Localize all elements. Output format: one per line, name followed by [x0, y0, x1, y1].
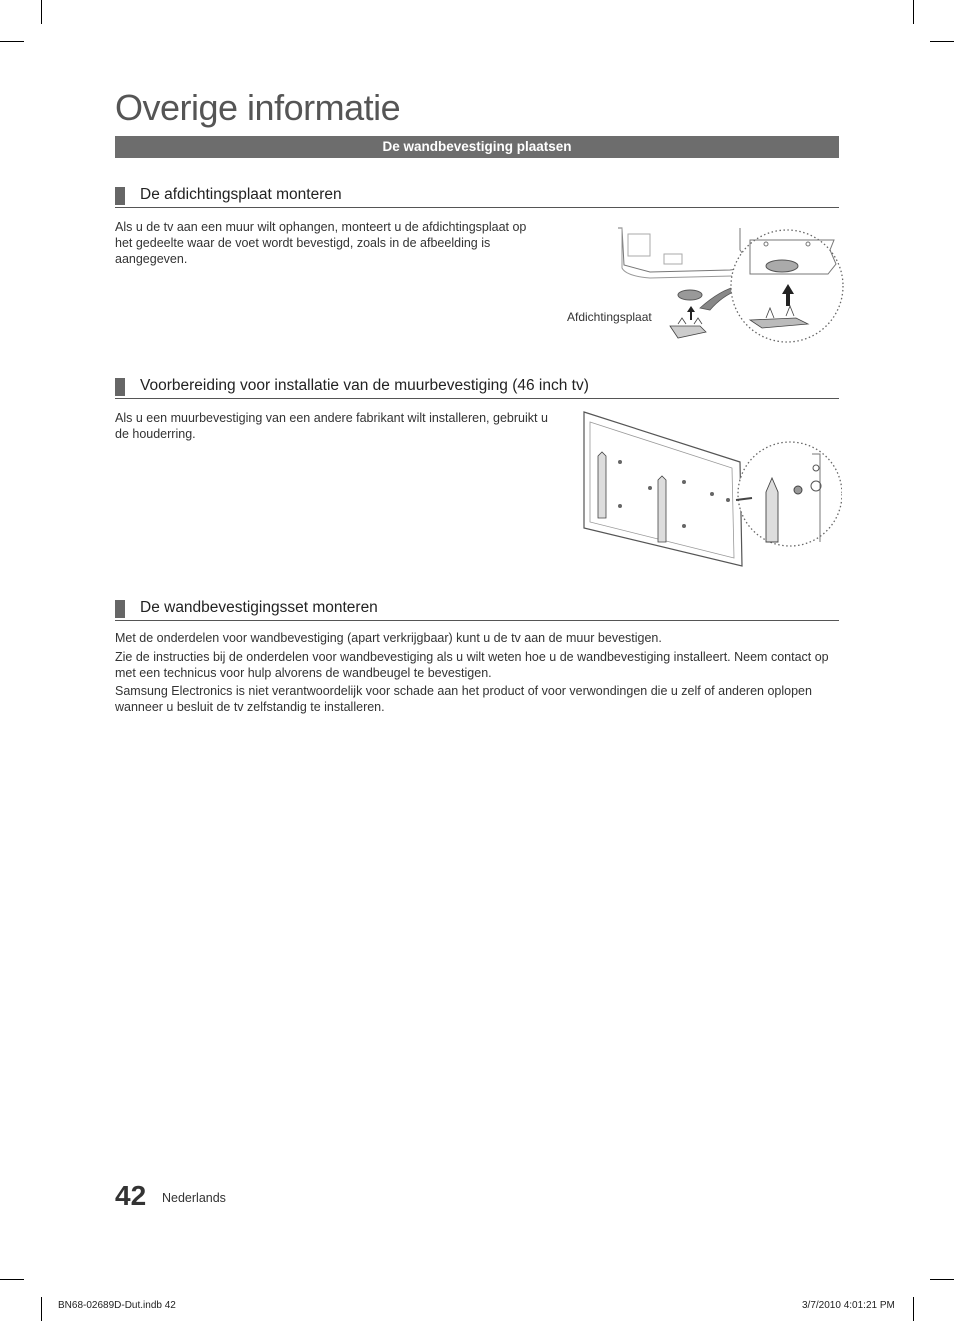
crop-mark [0, 41, 24, 42]
section-header: De wandbevestiging plaatsen [115, 136, 839, 158]
crop-mark [930, 1279, 954, 1280]
subsection-title: Voorbereiding voor installatie van de muurbevestiging (46 inch tv) [140, 377, 589, 394]
print-date-label: 3/7/2010 4:01:21 PM [802, 1300, 895, 1311]
page-number: 42 [115, 1180, 147, 1211]
paragraph: Als u een muurbevestiging van een andere fabrikant wilt installeren, gebruikt u de houderring. [115, 411, 548, 441]
paragraph: Samsung Electronics is niet verantwoordelijk voor schade aan het product of voor verwondingen die u zelf of anderen oplopen wanneer u besluit de tv zelfstandig te installeren. [115, 684, 812, 714]
print-file-label: BN68-02689D-Dut.indb 42 [58, 1300, 176, 1311]
crop-mark [41, 0, 42, 24]
language-label: Nederlands [162, 1191, 226, 1205]
subsection-heading [115, 598, 839, 621]
subsection-heading [115, 185, 839, 208]
holder-ring-figure [580, 408, 842, 568]
heading-marker [115, 600, 125, 618]
crop-mark [913, 0, 914, 24]
crop-mark [41, 1297, 42, 1321]
sealing-plate-figure [560, 220, 845, 350]
subsection-title: De wandbevestigingsset monteren [140, 599, 378, 616]
subsection-heading [115, 376, 839, 399]
page-title: Overige informatie [115, 87, 401, 128]
paragraph: Met de onderdelen voor wandbevestiging (apart verkrijgbaar) kunt u de tv aan de muur bevestigen. [115, 631, 662, 645]
figure-label: Afdichtingsplaat [567, 310, 652, 324]
paragraph: Als u de tv aan een muur wilt ophangen, monteert u de afdichtingsplaat op het gedeelte waar de voet wordt bevestigd, zoals in de afbeelding is aangegeven. [115, 220, 527, 266]
crop-mark [930, 41, 954, 42]
paragraph: Zie de instructies bij de onderdelen voor wandbevestiging als u wilt weten hoe u de wandbevestiging installeert. Neem contact op met een technicus voor hulp alvorens de wandbeugel te bevestigen. [115, 650, 829, 680]
subsection-title: De afdichtingsplaat monteren [140, 186, 342, 203]
heading-marker [115, 378, 125, 396]
crop-mark [0, 1279, 24, 1280]
heading-marker [115, 187, 125, 205]
crop-mark [913, 1297, 914, 1321]
